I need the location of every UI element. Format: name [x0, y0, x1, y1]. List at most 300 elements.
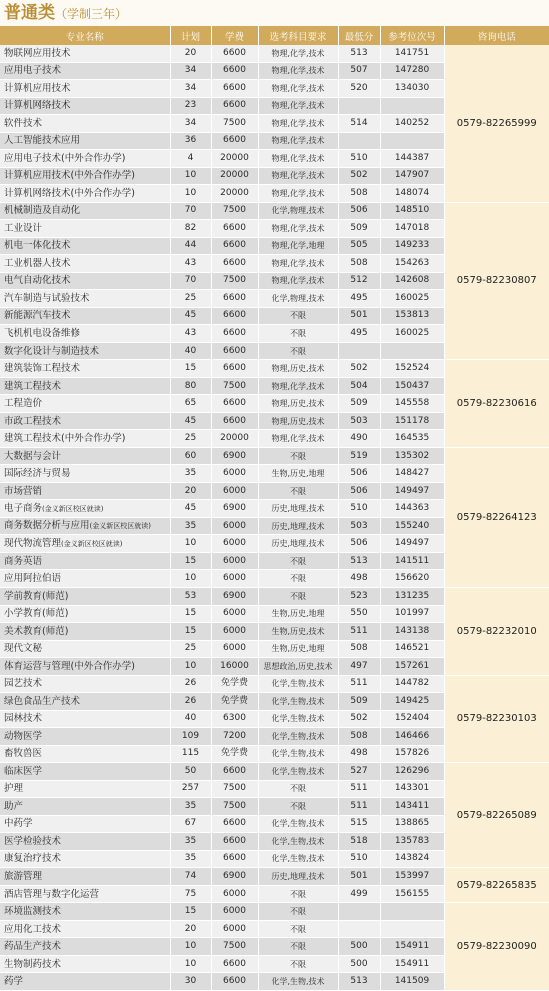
rank-cell: 143411	[380, 798, 444, 816]
major-name: 建筑工程技术(中外合作办学)	[4, 433, 126, 445]
min-score-cell: 514	[338, 115, 380, 133]
min-score-cell: 511	[338, 780, 380, 798]
major-name-cell	[0, 675, 170, 693]
major-name: 生物制药技术	[4, 958, 62, 970]
fee-cell: 免学费	[211, 693, 258, 711]
major-name: 工业机器人技术	[4, 257, 71, 269]
rank-cell: 152524	[380, 360, 444, 378]
rank-cell: 157826	[380, 745, 444, 763]
header-subject-req: 选考科目要求	[258, 26, 338, 45]
min-score-cell: 510	[338, 150, 380, 168]
plan-cell: 25	[170, 290, 211, 308]
major-name: 物联网应用技术	[4, 47, 71, 59]
consult-phone: 0579-82230616	[444, 360, 549, 448]
plan-cell: 43	[170, 325, 211, 343]
rank-cell: 146466	[380, 728, 444, 746]
major-name: 动物医学	[4, 730, 43, 742]
min-score-cell: 508	[338, 185, 380, 203]
plan-cell: 26	[170, 693, 211, 711]
major-name: 机电一体化技术	[4, 240, 71, 252]
min-score-cell: 490	[338, 430, 380, 448]
min-score-cell: 498	[338, 570, 380, 588]
plan-cell: 15	[170, 552, 211, 570]
major-name-cell	[0, 342, 170, 360]
min-score-cell: 500	[338, 955, 380, 973]
subject-req-cell: 生物,历史,技术	[258, 623, 338, 641]
rank-cell: 155240	[380, 517, 444, 535]
min-score-cell	[338, 97, 380, 115]
subject-req-cell: 不限	[258, 570, 338, 588]
consult-phone: 0579-82265999	[444, 45, 549, 202]
major-name: 护理	[4, 783, 24, 795]
major-name-cell	[0, 255, 170, 273]
rank-cell	[380, 97, 444, 115]
rank-cell: 149425	[380, 693, 444, 711]
min-score-cell: 523	[338, 587, 380, 605]
subject-req-cell: 不限	[258, 938, 338, 956]
rank-cell: 148510	[380, 202, 444, 220]
major-name: 小学教育(师范)	[4, 608, 69, 620]
major-name-cell	[0, 903, 170, 921]
major-name-cell	[0, 587, 170, 605]
major-name-cell	[0, 938, 170, 956]
major-name: 建筑工程技术	[4, 380, 62, 392]
major-name: 电子商务	[4, 502, 43, 514]
min-score-cell: 511	[338, 798, 380, 816]
major-name: 市场营销	[4, 485, 43, 497]
subject-req-cell: 物理,化学,技术	[258, 80, 338, 98]
subject-req-cell: 不限	[258, 552, 338, 570]
subject-req-cell: 物理,化学,技术	[258, 132, 338, 150]
plan-cell: 10	[170, 658, 211, 676]
major-name: 商务数据分析与应用	[4, 520, 90, 532]
major-name-cell	[0, 202, 170, 220]
fee-cell: 6000	[211, 640, 258, 658]
major-name-cell	[0, 62, 170, 80]
fee-cell: 6000	[211, 920, 258, 938]
major-name: 药品生产技术	[4, 941, 62, 953]
subject-req-cell: 化学,生物,技术	[258, 710, 338, 728]
min-score-cell: 497	[338, 658, 380, 676]
min-score-cell: 501	[338, 868, 380, 886]
fee-cell: 6900	[211, 500, 258, 518]
subject-req-cell: 不限	[258, 903, 338, 921]
subject-req-cell: 化学,物理,技术	[258, 202, 338, 220]
fee-cell: 6600	[211, 80, 258, 98]
rank-cell: 150437	[380, 377, 444, 395]
major-name-cell	[0, 955, 170, 973]
plan-cell: 25	[170, 430, 211, 448]
rank-cell: 126296	[380, 763, 444, 781]
major-name-cell	[0, 920, 170, 938]
fee-cell: 7500	[211, 938, 258, 956]
rank-cell: 146521	[380, 640, 444, 658]
rank-cell	[380, 132, 444, 150]
rank-cell: 135783	[380, 833, 444, 851]
rank-cell: 143138	[380, 623, 444, 641]
major-name-cell	[0, 272, 170, 290]
min-score-cell	[338, 132, 380, 150]
fee-cell: 6600	[211, 815, 258, 833]
fee-cell: 6000	[211, 482, 258, 500]
major-name: 应用化工技术	[4, 923, 62, 935]
min-score-cell: 506	[338, 465, 380, 483]
min-score-cell: 527	[338, 763, 380, 781]
major-name: 建筑装饰工程技术	[4, 363, 81, 375]
plan-cell: 45	[170, 500, 211, 518]
major-name: 工程造价	[4, 398, 43, 410]
subject-req-cell: 物理,历史,技术	[258, 360, 338, 378]
min-score-cell: 501	[338, 307, 380, 325]
major-name: 市政工程技术	[4, 415, 62, 427]
rank-cell: 138865	[380, 815, 444, 833]
rank-cell: 143301	[380, 780, 444, 798]
min-score-cell: 499	[338, 885, 380, 903]
plan-cell: 50	[170, 763, 211, 781]
min-score-cell: 498	[338, 745, 380, 763]
subject-req-cell: 物理,化学,技术	[258, 430, 338, 448]
fee-cell: 20000	[211, 167, 258, 185]
table-row	[0, 202, 549, 220]
rank-cell: 131235	[380, 587, 444, 605]
fee-cell: 6600	[211, 290, 258, 308]
rank-cell: 142608	[380, 272, 444, 290]
plan-cell: 25	[170, 640, 211, 658]
plan-cell: 53	[170, 587, 211, 605]
subject-req-cell: 不限	[258, 587, 338, 605]
subject-req-cell: 生物,历史,地理	[258, 605, 338, 623]
subject-req-cell: 历史,地理,技术	[258, 500, 338, 518]
major-name: 医学检验技术	[4, 835, 62, 847]
plan-cell: 35	[170, 465, 211, 483]
plan-cell: 35	[170, 798, 211, 816]
min-score-cell: 512	[338, 272, 380, 290]
page-title	[0, 0, 549, 26]
major-name: 美术教育(师范)	[4, 625, 69, 637]
rank-cell: 153997	[380, 868, 444, 886]
rank-cell: 156155	[380, 885, 444, 903]
subject-req-cell: 生物,历史,地理	[258, 465, 338, 483]
fee-cell: 6600	[211, 955, 258, 973]
plan-cell: 115	[170, 745, 211, 763]
major-name-cell	[0, 325, 170, 343]
min-score-cell: 550	[338, 605, 380, 623]
fee-cell: 20000	[211, 430, 258, 448]
fee-cell: 6600	[211, 132, 258, 150]
major-name: 汽车制造与试验技术	[4, 292, 90, 304]
plan-cell: 35	[170, 850, 211, 868]
rank-cell: 101997	[380, 605, 444, 623]
subject-req-cell: 不限	[258, 920, 338, 938]
plan-cell: 20	[170, 920, 211, 938]
subject-req-cell: 历史,地理,技术	[258, 535, 338, 553]
subject-req-cell: 化学,生物,技术	[258, 675, 338, 693]
major-name: 国际经济与贸易	[4, 468, 71, 480]
table-header	[0, 26, 549, 45]
major-name: 助产	[4, 800, 24, 812]
subject-req-cell: 物理,历史,技术	[258, 395, 338, 413]
subject-req-cell: 物理,化学,技术	[258, 150, 338, 168]
rank-cell	[380, 920, 444, 938]
plan-cell: 40	[170, 342, 211, 360]
fee-cell: 6600	[211, 395, 258, 413]
fee-cell: 6600	[211, 973, 258, 991]
major-name: 应用电子技术	[4, 65, 62, 77]
major-name-cell	[0, 482, 170, 500]
table-row	[0, 447, 549, 465]
fee-cell: 6000	[211, 903, 258, 921]
fee-cell: 7500	[211, 115, 258, 133]
min-score-cell: 518	[338, 833, 380, 851]
plan-cell: 26	[170, 675, 211, 693]
fee-cell: 6000	[211, 535, 258, 553]
fee-cell: 7500	[211, 202, 258, 220]
consult-phone: 0579-82265835	[444, 868, 549, 903]
min-score-cell: 508	[338, 255, 380, 273]
fee-cell: 6900	[211, 587, 258, 605]
major-name: 环境监测技术	[4, 906, 62, 918]
major-name-cell	[0, 115, 170, 133]
plan-cell: 34	[170, 115, 211, 133]
major-name-cell	[0, 97, 170, 115]
major-name-cell	[0, 290, 170, 308]
fee-cell: 6600	[211, 833, 258, 851]
subject-req-cell: 化学,生物,技术	[258, 850, 338, 868]
min-score-cell: 506	[338, 202, 380, 220]
major-name-cell	[0, 80, 170, 98]
major-name-cell	[0, 307, 170, 325]
major-name: 计算机网络技术	[4, 100, 71, 112]
rank-cell: 148427	[380, 465, 444, 483]
rank-cell: 147907	[380, 167, 444, 185]
subject-req-cell: 生物,历史,地理	[258, 640, 338, 658]
min-score-cell: 502	[338, 360, 380, 378]
rank-cell: 147018	[380, 220, 444, 238]
major-name: 畜牧兽医	[4, 748, 43, 760]
min-score-cell: 495	[338, 290, 380, 308]
fee-cell: 7500	[211, 377, 258, 395]
major-name-cell	[0, 465, 170, 483]
rank-cell: 134030	[380, 80, 444, 98]
major-name: 中药学	[4, 818, 33, 830]
fee-cell: 6600	[211, 360, 258, 378]
header-phone: 咨询电话	[444, 26, 549, 45]
min-score-cell: 520	[338, 80, 380, 98]
rank-cell: 154263	[380, 255, 444, 273]
rank-cell: 140252	[380, 115, 444, 133]
plan-cell: 10	[170, 955, 211, 973]
major-name-cell	[0, 150, 170, 168]
subject-req-cell: 化学,生物,技术	[258, 833, 338, 851]
plan-cell: 4	[170, 150, 211, 168]
major-name-cell	[0, 710, 170, 728]
min-score-cell	[338, 903, 380, 921]
subject-req-cell: 物理,化学,技术	[258, 167, 338, 185]
min-score-cell: 508	[338, 640, 380, 658]
admission-table	[0, 26, 549, 991]
subject-req-cell: 化学,生物,技术	[258, 728, 338, 746]
header-fee: 学费	[211, 26, 258, 45]
rank-cell: 145558	[380, 395, 444, 413]
plan-cell: 65	[170, 395, 211, 413]
major-name-cell	[0, 237, 170, 255]
min-score-cell: 500	[338, 938, 380, 956]
table-row	[0, 675, 549, 693]
major-name: 药学	[4, 976, 24, 988]
subject-req-cell: 不限	[258, 307, 338, 325]
plan-cell: 36	[170, 132, 211, 150]
fee-cell: 16000	[211, 658, 258, 676]
fee-cell: 6600	[211, 255, 258, 273]
plan-cell: 10	[170, 167, 211, 185]
plan-cell: 80	[170, 377, 211, 395]
fee-cell: 7200	[211, 728, 258, 746]
major-name-cell	[0, 885, 170, 903]
plan-cell: 67	[170, 815, 211, 833]
plan-cell: 34	[170, 80, 211, 98]
rank-cell: 141751	[380, 45, 444, 62]
major-name-cell	[0, 552, 170, 570]
major-name: 现代物流管理	[4, 537, 62, 549]
subject-req-cell: 化学,生物,技术	[258, 763, 338, 781]
major-name: 人工智能技术应用	[4, 135, 81, 147]
fee-cell: 6000	[211, 570, 258, 588]
table-row	[0, 903, 549, 921]
min-score-cell: 515	[338, 815, 380, 833]
subject-req-cell: 不限	[258, 955, 338, 973]
min-score-cell: 508	[338, 728, 380, 746]
plan-cell: 70	[170, 272, 211, 290]
fee-cell: 6600	[211, 97, 258, 115]
major-name-cell	[0, 780, 170, 798]
major-name-cell	[0, 412, 170, 430]
campus-note: (金义新区校区就读)	[61, 539, 123, 548]
subject-req-cell: 不限	[258, 447, 338, 465]
rank-cell: 144363	[380, 500, 444, 518]
subject-req-cell: 物理,化学,技术	[258, 255, 338, 273]
rank-cell: 141509	[380, 973, 444, 991]
min-score-cell: 513	[338, 45, 380, 62]
subject-req-cell: 历史,地理,技术	[258, 868, 338, 886]
rank-cell: 149497	[380, 482, 444, 500]
major-name-cell	[0, 728, 170, 746]
rank-cell: 144387	[380, 150, 444, 168]
plan-cell: 43	[170, 255, 211, 273]
fee-cell: 6600	[211, 325, 258, 343]
title-sub: （学制三年）	[55, 7, 128, 21]
subject-req-cell: 化学,生物,技术	[258, 815, 338, 833]
fee-cell: 6600	[211, 45, 258, 62]
fee-cell: 6300	[211, 710, 258, 728]
major-name-cell	[0, 605, 170, 623]
consult-phone: 0579-82232010	[444, 587, 549, 675]
major-name-cell	[0, 132, 170, 150]
major-name-cell	[0, 973, 170, 991]
plan-cell: 45	[170, 412, 211, 430]
rank-cell: 143824	[380, 850, 444, 868]
rank-cell: 154911	[380, 955, 444, 973]
major-name-cell	[0, 693, 170, 711]
campus-note: (金义新区校区就读)	[42, 504, 104, 513]
min-score-cell	[338, 920, 380, 938]
major-name-cell	[0, 868, 170, 886]
subject-req-cell: 不限	[258, 482, 338, 500]
fee-cell: 7500	[211, 798, 258, 816]
plan-cell: 10	[170, 185, 211, 203]
major-name-cell	[0, 850, 170, 868]
plan-cell: 44	[170, 237, 211, 255]
fee-cell: 6900	[211, 447, 258, 465]
subject-req-cell: 物理,化学,技术	[258, 115, 338, 133]
table-body	[0, 45, 549, 990]
table-row	[0, 763, 549, 781]
subject-req-cell: 物理,化学,技术	[258, 272, 338, 290]
min-score-cell: 507	[338, 62, 380, 80]
min-score-cell: 506	[338, 482, 380, 500]
min-score-cell	[338, 342, 380, 360]
major-name-cell	[0, 360, 170, 378]
rank-cell: 160025	[380, 290, 444, 308]
major-name: 工业设计	[4, 222, 43, 234]
major-name: 酒店管理与数字化运营	[4, 888, 100, 900]
table-row	[0, 868, 549, 886]
header-plan: 计划	[170, 26, 211, 45]
major-name: 临床医学	[4, 765, 43, 777]
min-score-cell: 505	[338, 237, 380, 255]
consult-phone: 0579-82230103	[444, 675, 549, 763]
subject-req-cell: 思想政治,历史,技术	[258, 658, 338, 676]
min-score-cell: 513	[338, 973, 380, 991]
min-score-cell: 504	[338, 377, 380, 395]
fee-cell: 6600	[211, 62, 258, 80]
min-score-cell: 510	[338, 850, 380, 868]
consult-phone: 0579-82264123	[444, 447, 549, 587]
fee-cell: 6900	[211, 868, 258, 886]
table-row	[0, 360, 549, 378]
major-name: 计算机网络技术(中外合作办学)	[4, 187, 135, 199]
rank-cell: 164535	[380, 430, 444, 448]
major-name: 大数据与会计	[4, 450, 62, 462]
subject-req-cell: 化学,生物,技术	[258, 693, 338, 711]
consult-phone: 0579-82230090	[444, 903, 549, 991]
plan-cell: 20	[170, 45, 211, 62]
subject-req-cell: 物理,化学,地理	[258, 237, 338, 255]
major-name: 软件技术	[4, 117, 43, 129]
subject-req-cell: 物理,化学,技术	[258, 185, 338, 203]
plan-cell: 10	[170, 570, 211, 588]
min-score-cell: 495	[338, 325, 380, 343]
major-name-cell	[0, 185, 170, 203]
fee-cell: 7500	[211, 780, 258, 798]
rank-cell: 149497	[380, 535, 444, 553]
plan-cell: 15	[170, 605, 211, 623]
plan-cell: 30	[170, 973, 211, 991]
subject-req-cell: 物理,化学,技术	[258, 377, 338, 395]
plan-cell: 23	[170, 97, 211, 115]
fee-cell: 6600	[211, 342, 258, 360]
subject-req-cell: 物理,化学,技术	[258, 97, 338, 115]
min-score-cell: 506	[338, 535, 380, 553]
subject-req-cell: 物理,化学,技术	[258, 62, 338, 80]
fee-cell: 6600	[211, 763, 258, 781]
header-min-score: 最低分	[338, 26, 380, 45]
rank-cell: 141511	[380, 552, 444, 570]
plan-cell: 20	[170, 482, 211, 500]
major-name: 电气自动化技术	[4, 275, 71, 287]
major-name: 数字化设计与制造技术	[4, 345, 100, 357]
consult-phone: 0579-82230807	[444, 202, 549, 360]
subject-req-cell: 不限	[258, 780, 338, 798]
